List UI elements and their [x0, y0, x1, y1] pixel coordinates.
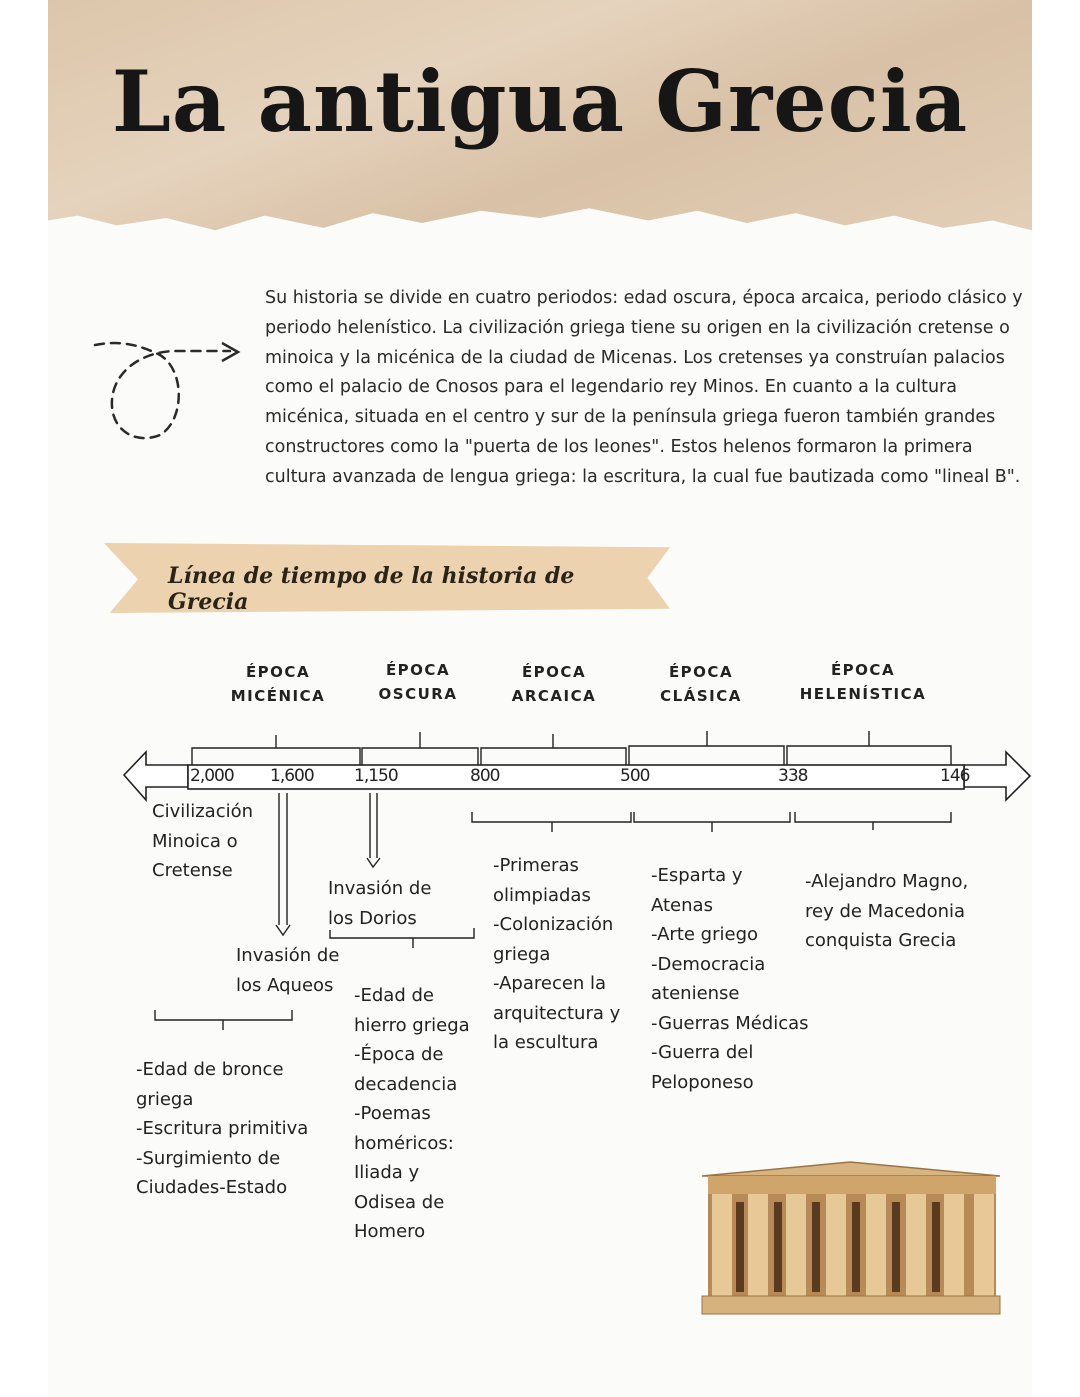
temple-icon [702, 1162, 1000, 1314]
note-line: -Primeras [493, 855, 579, 876]
event-aqueos [236, 941, 339, 1000]
note-line: -Poemas [354, 1103, 431, 1124]
page-title: La antigua Grecia [111, 52, 969, 151]
note-line: arquitectura y [493, 1002, 621, 1024]
note-line: -Alejandro Magno, [805, 871, 969, 892]
note-line: -Escritura primitiva [136, 1118, 309, 1139]
period-name: CLÁSICA [660, 687, 742, 705]
note-line: -Arte griego [651, 924, 759, 945]
dashed-arrow-icon [95, 343, 230, 438]
period-label: ÉPOCA [385, 661, 451, 679]
note-line: -Guerras Médicas [651, 1012, 809, 1034]
period-label: ÉPOCA [830, 661, 896, 679]
timeline-arrow [124, 752, 1030, 800]
note-line: conquista Grecia [805, 930, 957, 951]
note-line: Invasión de [328, 878, 432, 899]
period-micenica [208, 660, 348, 708]
note-line: rey de Macedonia [805, 900, 966, 922]
note-line: Peloponeso [651, 1071, 754, 1093]
note-line: decadencia [354, 1073, 458, 1095]
note-line: los Aqueos [236, 974, 334, 996]
note-line: -Época de [354, 1044, 444, 1065]
note-line: Cretense [152, 860, 233, 881]
note-line: Ciudades-Estado [136, 1177, 288, 1198]
year-label: 800 [470, 766, 500, 786]
year-label: 2,000 [190, 766, 234, 786]
note-line: -Esparta y [651, 865, 743, 886]
year-label: 500 [620, 766, 650, 786]
note-line: olimpiadas [493, 884, 591, 906]
event-helenistica-list [805, 867, 968, 956]
period-name: ARCAICA [511, 687, 597, 705]
note-line: Civilización [152, 801, 254, 822]
note-line: homéricos: [354, 1132, 454, 1154]
note-line: -Edad de bronce [136, 1059, 284, 1080]
period-arcaica [484, 660, 624, 708]
period-name: OSCURA [378, 685, 458, 703]
year-label: 1,150 [354, 766, 398, 786]
note-line: Atenas [651, 894, 713, 916]
event-clasica-list [651, 861, 809, 1097]
period-braces [192, 731, 951, 765]
period-name: HELENÍSTICA [799, 685, 927, 703]
event-oscura-list [354, 981, 470, 1247]
event-arcaica-list [493, 851, 620, 1058]
note-line: Odisea de [354, 1191, 445, 1213]
note-line: Minoica o [152, 830, 238, 852]
note-line: -Surgimiento de [136, 1147, 281, 1169]
note-line: griega [493, 943, 551, 965]
period-oscura [348, 658, 488, 706]
event-dorios [328, 874, 431, 933]
note-line: -Guerra del [651, 1042, 754, 1063]
note-line: griega [136, 1088, 194, 1110]
year-label: 146 [940, 766, 970, 786]
event-micenica-list [136, 1055, 308, 1203]
note-line: Homero [354, 1221, 426, 1242]
year-label: 1,600 [270, 766, 314, 786]
note-line: Invasión de [236, 945, 340, 966]
note-line: Iliada y [354, 1162, 420, 1183]
note-line: ateniense [651, 983, 740, 1004]
period-clasica [631, 660, 771, 708]
banner-title: Línea de tiempo de la historia de Grecia [168, 563, 575, 615]
period-helenistica [783, 658, 943, 706]
period-label: ÉPOCA [668, 663, 734, 681]
year-label: 338 [778, 766, 808, 786]
note-line: -Colonización [493, 914, 614, 935]
period-label: ÉPOCA [521, 663, 587, 681]
note-line: -Aparecen la [493, 973, 607, 994]
event-minoica [152, 797, 253, 886]
note-line: -Democracia [651, 953, 766, 975]
note-line: los Dorios [328, 907, 417, 929]
intro-paragraph: Su historia se divide en cuatro periodos: edad oscura, época arcaica, periodo clásico y periodo helenístico. La civilización griega tiene su origen en la civilización cretense o minoica y la micénica de la ciudad de Micenas. Los cretenses ya construían palacios como el palacio de Cnosos para el legendario rey Minos. En cuanto a la cultura micénica, situada en el centro y sur de la península griega fueron también grandes constructores como la "puerta de los leones". Estos helenos formaron la primera cultura avanzada de lengua griega: la escritura, la cual fue bautizada como "lineal B". [265, 288, 1023, 487]
note-line: -Edad de [354, 985, 434, 1006]
period-name: MICÉNICA [230, 687, 326, 705]
period-label: ÉPOCA [245, 663, 311, 681]
note-line: la escultura [493, 1032, 599, 1053]
note-line: hierro griega [354, 1014, 470, 1036]
